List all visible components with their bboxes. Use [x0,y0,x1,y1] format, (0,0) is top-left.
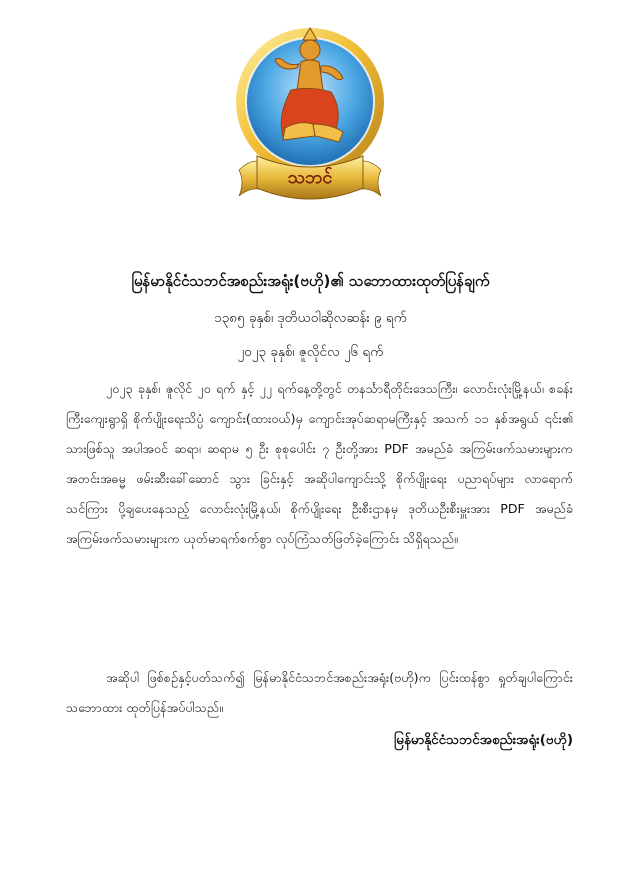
statement-paragraph-2: အဆိုပါ ဖြစ်စဉ်နှင့်ပတ်သက်၍ မြန်မာနိုင်ငံသဘင်အစည်းအရုံး(ဗဟို)က ပြင်းထန်စွာ ရှုတ်ချပါကြောင်း သဘောထား ထုတ်ပြန်အပ်ပါသည်။ [66,670,573,715]
thabin-association-logo [231,20,389,220]
date-western-calendar: ၂၀၂၃ ခုနှစ်၊ ဇူလိုင်လ ၂၆ ရက် [237,344,384,360]
statement-paragraph-1: ၂၀၂၃ ခုနှစ်၊ ဇူလိုင် ၂၀ ရက် နှင့် ၂၂ ရက်နေ့တို့တွင် တနင်္သာရီတိုင်းဒေသကြီး၊ လောင်းလုံးမြို့နယ်၊ စခန်းကြီးကျေးရွာရှိ စိုက်ပျိုးရေးသိပ္ပံ ကျောင်း(ထားဝယ်)မှ ကျောင်းအုပ်ဆရာမကြီးနှင့် အသက် ၁၁ နှစ်အရွယ် ၎င်း၏ သားဖြစ်သူ အပါအဝင် ဆရာ၊ ဆရာမ ၅ ဦး စုစုပေါင်း ၇ ဦးတို့အား PDF အမည်ခံ အကြမ်းဖက်သမားများက အတင်းအဓမ္မ ဖမ်းဆီးခေါ်ဆောင် သွား ခြင်းနှင့် အဆိုပါကျောင်းသို့ စိုက်ပျိုးရေး ပညာရပ်များ လာရောက် သင်ကြား ပို့ချပေးနေသည့် လောင်းလုံးမြို့နယ်၊ စိုက်ပျိုးရေး ဦးစီးဌာနမှ ဒုတိယဦးစီးမှူးအား PDF အမည်ခံ အကြမ်းဖက်သမားများက ယုတ်မာရက်စက်စွာ လုပ်ကြံသတ်ဖြတ်ခဲ့ကြောင်း သိရှိရသည်။ [66,381,573,546]
statement-heading: မြန်မာနိုင်ငံသဘင်အစည်းအရုံး(ဗဟို)၏ သဘောထားထုတ်ပြန်ချက် [131,272,490,290]
date-myanmar-calendar: ၁၃၈၅ ခုနှစ်၊ ဒုတိယဝါဆိုလဆန်း ၉ ရက် [214,310,407,326]
signature-organization: မြန်မာနိုင်ငံသဘင်အစည်းအရုံး(ဗဟို) [393,732,573,748]
logo-text: သဘင် [287,167,333,188]
